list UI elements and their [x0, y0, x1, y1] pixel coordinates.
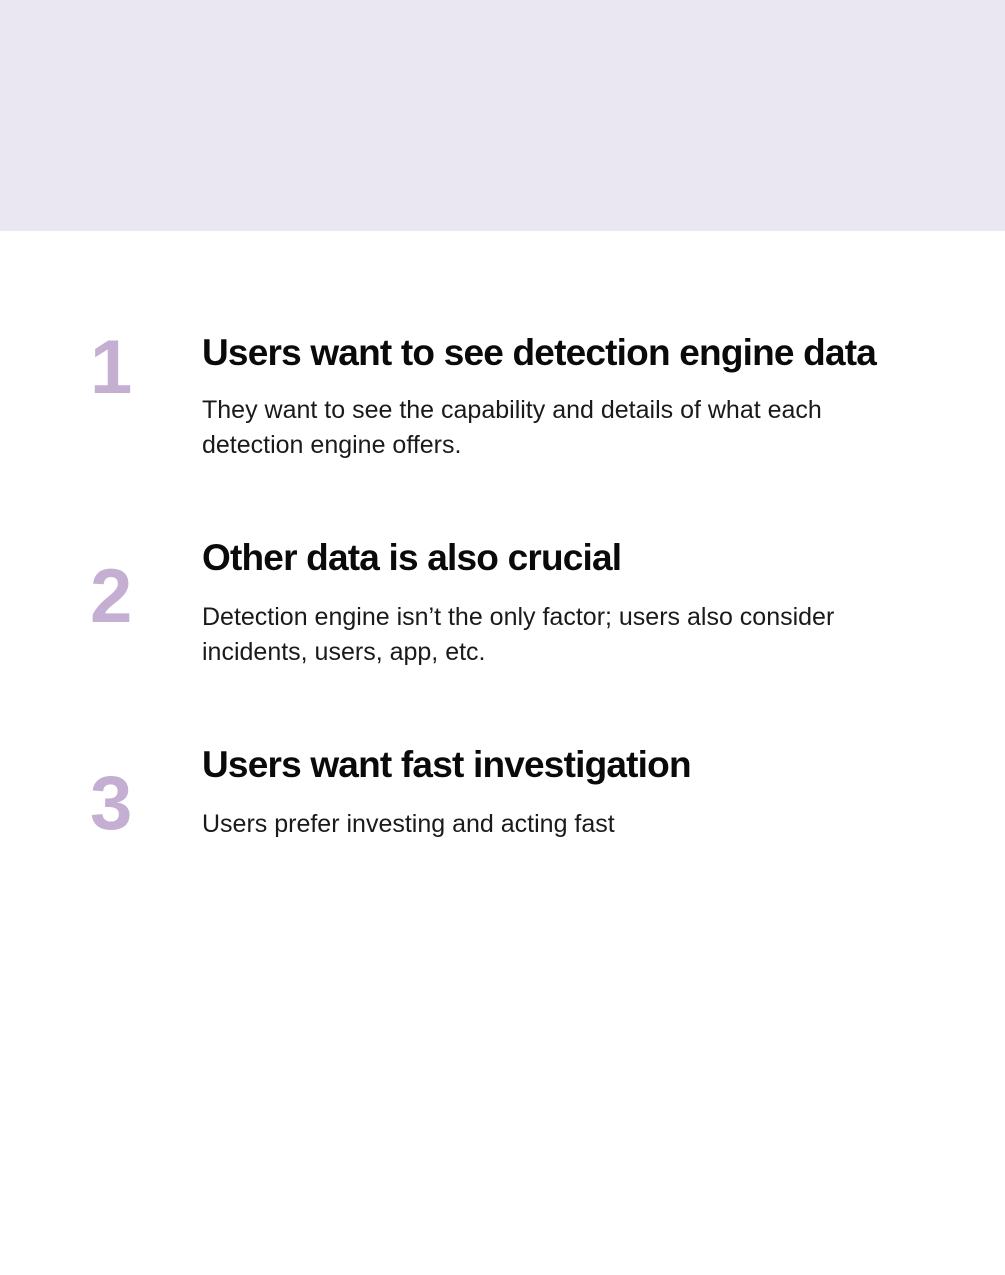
item-title: Users want fast investigation	[202, 744, 691, 786]
header-band	[0, 0, 1005, 231]
item-title: Users want to see detection engine data	[202, 332, 877, 373]
findings-list	[0, 231, 1005, 847]
list-item	[0, 325, 1005, 462]
item-description: They want to see the capability and details of what each detection engine offers.	[202, 396, 822, 459]
item-description: Detection engine isn’t the only factor; users also consider incidents, users, app, etc.	[202, 603, 835, 666]
item-text-block	[202, 535, 922, 669]
item-number: 3	[90, 761, 132, 847]
item-title: Other data is also crucial	[202, 537, 622, 579]
item-text-block	[202, 330, 922, 462]
list-item	[0, 535, 1005, 669]
item-text-block	[202, 742, 922, 842]
item-description: Users prefer investing and acting fast	[202, 810, 615, 839]
item-number: 2	[90, 554, 132, 640]
item-number: 1	[90, 325, 132, 410]
list-item	[0, 742, 1005, 847]
